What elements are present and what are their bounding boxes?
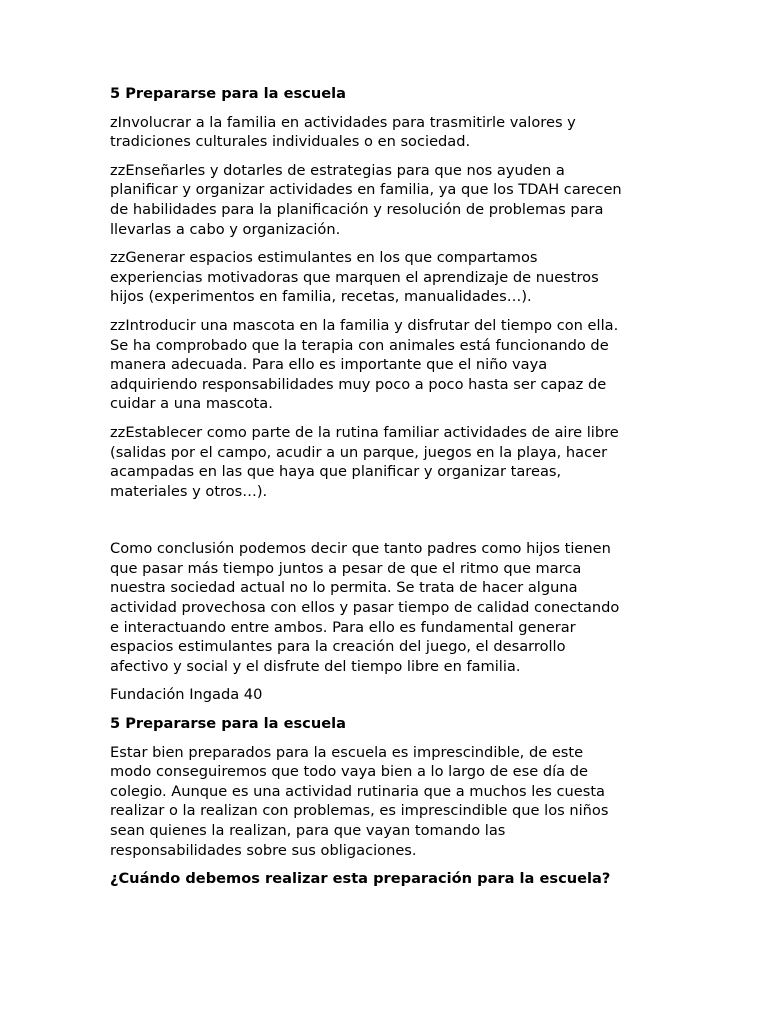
question-heading: ¿Cuándo debemos realizar esta preparación para la escuela? xyxy=(110,870,611,888)
paragraph-generar: zzGenerar espacios estimulantes en los que compartamos experiencias motivadoras que marquen el aprendizaje de nuestros hijos (experimentos en familia, recetas, manualidades…). xyxy=(110,249,599,306)
section-heading: 5 Prepararse para la escuela xyxy=(110,85,346,102)
paragraph-involucrar: zInvolucrar a la familia en actividades para trasmitirle valores y tradiciones culturales individuales o en sociedad. xyxy=(110,113,576,151)
document-page xyxy=(110,84,658,898)
paragraph-aire-libre: zzEstablecer como parte de la rutina familiar actividades de aire libre (salidas por el campo, acudir a un parque, juegos en la playa, hacer acampadas en las que haya que planificar y organizar tareas, materiales y otros…). xyxy=(110,423,619,500)
paragraph-ensenarles: zzEnseñarles y dotarles de estrategias para que nos ayuden a planificar y organizar actividades en familia, ya que los TDAH carecen de habilidades para la planificación y resolución de problemas para llevarlas a cabo y organización. xyxy=(110,161,622,238)
section-heading: 5 Prepararse para la escuela xyxy=(110,715,346,733)
blank-space xyxy=(110,510,658,539)
paragraph-escuela: Estar bien preparados para la escuela es imprescindible, de este modo conseguiremos que todo vaya bien a lo largo de ese día de colegio. Aunque es una actividad rutinaria que a muchos les cuesta realizar o la realizan con problemas, es imprescindible que los niños sean quienes la realizan, para que vayan tomando las responsabilidades sobre sus obligaciones. xyxy=(110,743,609,859)
page-footer-label: Fundación Ingada 40 xyxy=(110,686,263,704)
paragraph-mascota: zzIntroducir una mascota en la familia y disfrutar del tiempo con ella. Se ha comprobado que la terapia con animales está funcionando de manera adecuada. Para ello es importante que el niño vaya adquiriendo responsabilidades muy poco a poco hasta ser capaz de cuidar a una mascota. xyxy=(110,316,619,413)
paragraph-conclusion: Como conclusión podemos decir que tanto padres como hijos tienen que pasar más tiempo juntos a pesar de que el ritmo que marca nuestra sociedad actual no lo permita. Se trata de hacer alguna actividad provechosa con ellos y pasar tiempo de calidad conectando e interactuando entre ambos. Para ello es fundamental generar espacios estimulantes para la creación del juego, el desarrollo afectivo y social y el disfrute del tiempo libre en familia. xyxy=(110,540,620,675)
